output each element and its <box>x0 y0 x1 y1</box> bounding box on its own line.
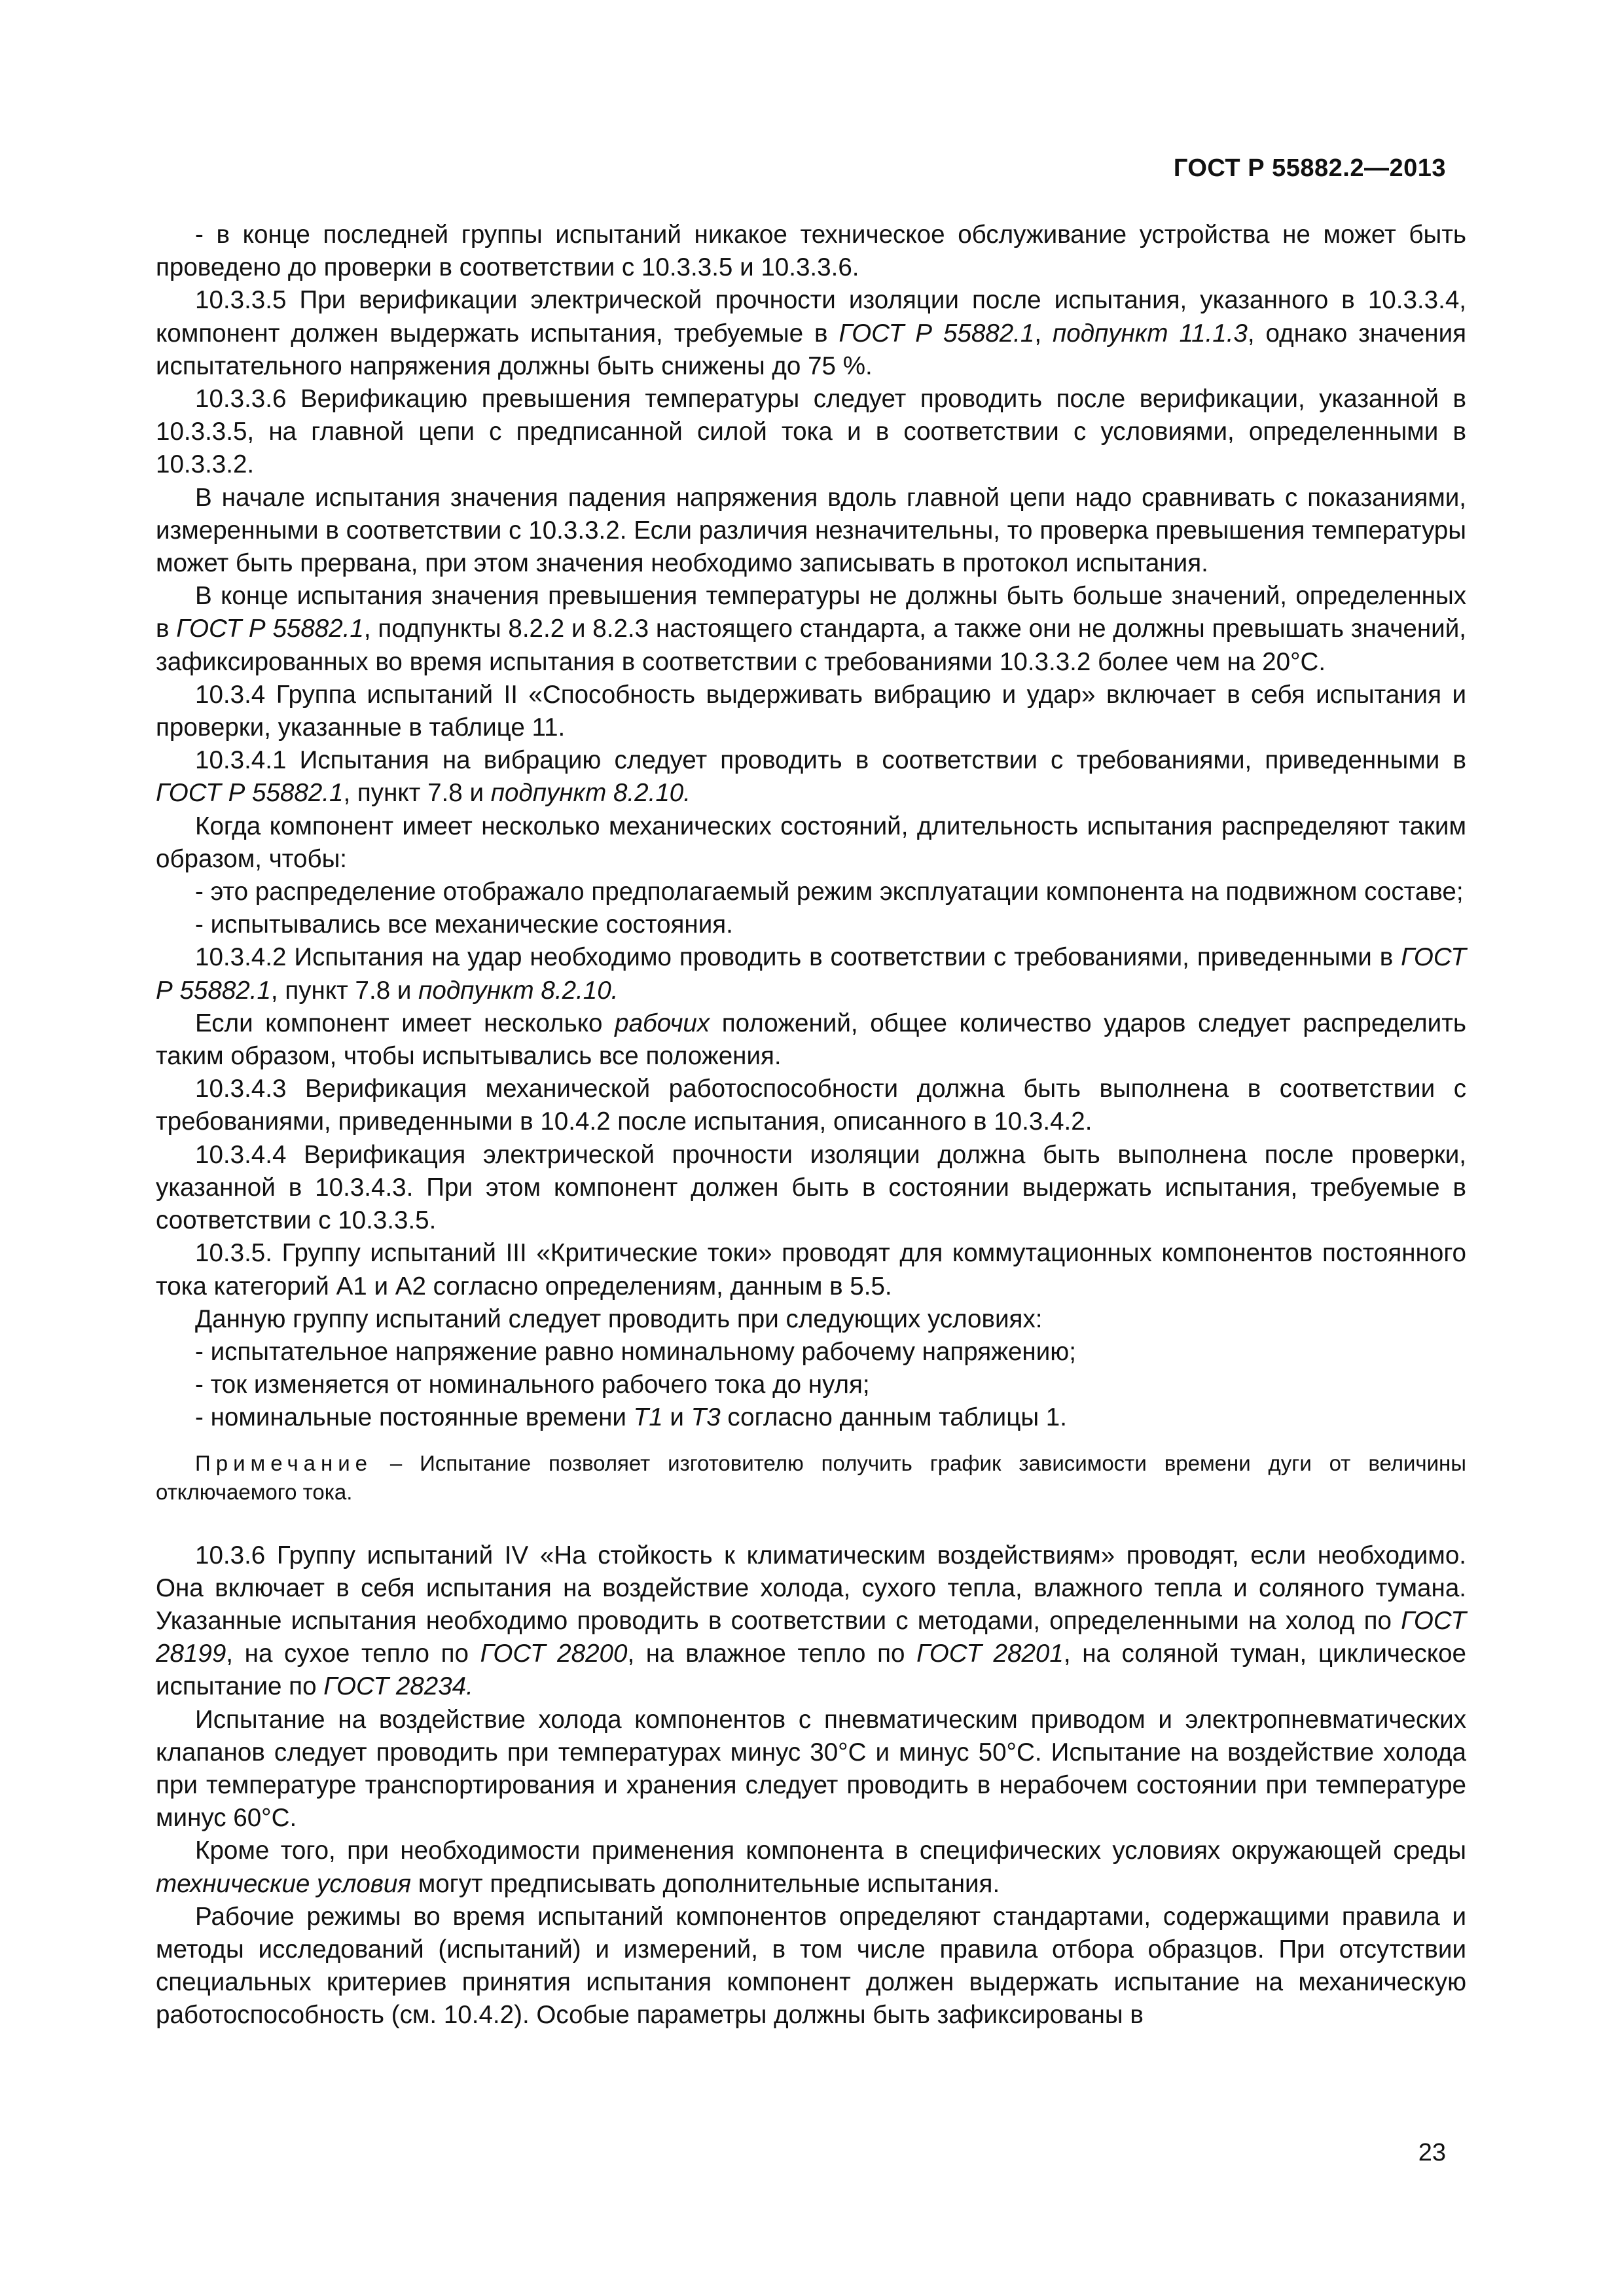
text-run: - это распределение отображало предполагаемый режим эксплуатации компонента на подвижном составе; <box>195 878 1464 906</box>
text-run: В начале испытания значения падения напряжения вдоль главной цепи надо сравнивать с показаниями, измеренными в соответствии с 10.3.3.2. Если различия незначительны, то проверка превышения температуры может быть прервана, при этом значения необходимо записывать в протокол испытания. <box>156 483 1466 578</box>
text-run: Когда компонент имеет несколько механических состояний, длительность испытания распределяют таким образом, чтобы: <box>156 812 1466 873</box>
italic-reference: ГОСТ 28200 <box>480 1640 628 1668</box>
document-body <box>156 219 1466 2032</box>
text-run: Испытание на воздействие холода компонентов с пневматическим приводом и электропневматических клапанов следует проводить при температурах минус 30°С и минус 50°С. Испытание на воздействие холода при температуре транспортирования и хранения следует проводить в нерабочем состоянии при температуре минус 60°С. <box>156 1705 1466 1833</box>
italic-reference: подпункт 8.2.10. <box>418 976 619 1005</box>
body-paragraph <box>156 1303 1466 1336</box>
list-item <box>156 908 1466 941</box>
text-run: , подпункты 8.2.2 и 8.2.3 настоящего стандарта, а также они не должны превышать значений, зафиксированных во время испытания в соответствии с требованиями 10.3.3.2 более чем на 20°С. <box>156 615 1466 676</box>
text-run: Если компонент имеет несколько <box>195 1009 615 1037</box>
body-paragraph <box>156 383 1466 482</box>
text-run: , на сухое тепло по <box>226 1640 480 1668</box>
body-paragraph <box>156 1835 1466 1900</box>
body-paragraph <box>156 1139 1466 1238</box>
text-run: Рабочие режимы во время испытаний компонентов определяют стандартами, содержащими правила и методы исследований (испытаний) и измерений, в том числе правила отбора образцов. При отсутствии специальных критериев принятия испытания компонент должен выдержать испытание на механическую работоспособность (см. 10.4.2). Особые параметры должны быть зафиксированы в <box>156 1902 1466 2030</box>
body-paragraph <box>156 941 1466 1007</box>
body-paragraph <box>156 1704 1466 1835</box>
document-header: ГОСТ Р 55882.2—2013 <box>1173 154 1446 182</box>
text-run: – Испытание позволяет изготовителю получить график зависимости времени дуги от величины отключаемого тока. <box>156 1450 1466 1504</box>
note-label: Примечание <box>195 1450 373 1475</box>
italic-reference: подпункт 11.1.3 <box>1053 319 1248 348</box>
text-run: 10.3.3.6 Верификацию превышения температуры следует проводить после верификации, указанной в 10.3.3.5, на главной цепи с предписанной силой тока и в соответствии с условиями, определенными в 10.3.3.2. <box>156 385 1466 479</box>
text-run: 10.3.4.1 Испытания на вибрацию следует проводить в соответствии с требованиями, приведенными в <box>195 746 1466 775</box>
italic-reference: Т3 <box>691 1403 721 1432</box>
list-item <box>156 1336 1466 1369</box>
text-run: согласно данным таблицы 1. <box>720 1403 1067 1432</box>
note-paragraph <box>156 1449 1466 1507</box>
text-run: , на соляной туман, циклическое испытание по <box>156 1640 1466 1701</box>
body-paragraph <box>156 1073 1466 1138</box>
italic-reference: ГОСТ 28201 <box>916 1640 1064 1668</box>
page-number: 23 <box>1418 2139 1446 2166</box>
italic-reference: рабочих <box>615 1009 710 1037</box>
italic-reference: ГОСТ Р 55882.1 <box>156 779 344 808</box>
list-item <box>156 1369 1466 1401</box>
body-paragraph <box>156 1539 1466 1704</box>
text-run: - испытательное напряжение равно номинальному рабочему напряжению; <box>195 1337 1076 1366</box>
text-run: и <box>662 1403 691 1432</box>
italic-reference: подпункт 8.2.10. <box>490 779 691 808</box>
text-run: 10.3.5. Группу испытаний III «Критические токи» проводят для коммутационных компонентов постоянного тока категорий А1 и А2 согласно определениям, данным в 5.5. <box>156 1239 1466 1300</box>
body-paragraph <box>156 284 1466 383</box>
body-paragraph <box>156 1237 1466 1302</box>
text-run: могут предписывать дополнительные испытания. <box>410 1869 1000 1898</box>
italic-reference: ГОСТ 28199 <box>156 1606 1466 1668</box>
text-run: , <box>1034 319 1053 348</box>
text-run: , на влажное тепло по <box>627 1640 917 1668</box>
italic-reference: ГОСТ 28234. <box>323 1672 473 1701</box>
body-paragraph <box>156 580 1466 679</box>
list-item <box>156 219 1466 284</box>
body-paragraph <box>156 1007 1466 1073</box>
text-run: 10.3.4.3 Верификация механической работоспособности должна быть выполнена в соответствии с требованиями, приведенными в 10.4.2 после испытания, описанного в 10.3.4.2. <box>156 1075 1466 1136</box>
text-run: - испытывались все механические состояния. <box>195 910 733 939</box>
text-run: , пункт 7.8 и <box>343 779 491 808</box>
italic-reference: технические условия <box>156 1869 411 1898</box>
text-run: 10.3.4 Группа испытаний II «Способность выдерживать вибрацию и удар» включает в себя испытания и проверки, указанные в таблице 11. <box>156 680 1466 742</box>
text-run: 10.3.4.4 Верификация электрической прочности изоляции должна быть выполнена после проверки, указанной в 10.3.4.3. При этом компонент должен быть в состоянии выдержать испытания, требуемые в соответствии с 10.3.3.5. <box>156 1140 1466 1235</box>
italic-reference: ГОСТ Р 55882.1 <box>176 615 364 643</box>
text-run: , однако значения испытательного напряжения должны быть снижены до 75 %. <box>156 319 1467 380</box>
body-paragraph <box>156 744 1466 810</box>
italic-reference: ГОСТ Р 55882.1 <box>839 319 1035 348</box>
body-paragraph <box>156 810 1466 876</box>
body-paragraph <box>156 679 1466 744</box>
text-run: В конце испытания значения превышения температуры не должны быть больше значений, определенных в <box>156 582 1466 643</box>
text-run: - в конце последней группы испытаний никакое техническое обслуживание устройства не может быть проведено до проверки в соответствии с 10.3.3.5 и 10.3.3.6. <box>156 221 1466 282</box>
text-run: - ток изменяется от номинального рабочего тока до нуля; <box>195 1371 870 1399</box>
text-run: - номинальные постоянные времени <box>195 1403 634 1432</box>
body-paragraph <box>156 1901 1466 2032</box>
text-run: , пункт 7.8 и <box>270 976 419 1005</box>
text-run: положений, общее количество ударов следует распределить таким образом, чтобы испытывались все положения. <box>156 1009 1466 1071</box>
text-run: 10.3.3.5 При верификации электрической прочности изоляции после испытания, указанного в 10.3.3.4, компонент должен выдержать испытания, требуемые в <box>156 286 1466 348</box>
text-run: Данную группу испытаний следует проводить при следующих условиях: <box>195 1304 1043 1333</box>
italic-reference: ГОСТ Р 55882.1 <box>156 943 1466 1005</box>
text-run: 10.3.6 Группу испытаний IV «На стойкость к климатическим воздействиям» проводят, если необходимо. Она включает в себя испытания на воздействие холода, сухого тепла, влажного тепла и соляного тумана. Указанные испытания необходимо проводить в соответствии с методами, определенными на холод по <box>156 1541 1466 1635</box>
list-item <box>156 1401 1466 1434</box>
list-item <box>156 876 1466 908</box>
text-run: Кроме того, при необходимости применения компонента в специфических условиях окружающей среды <box>195 1837 1466 1865</box>
body-paragraph <box>156 482 1466 581</box>
text-run: 10.3.4.2 Испытания на удар необходимо проводить в соответствии с требованиями, приведенными в <box>195 943 1401 972</box>
italic-reference: Т1 <box>633 1403 663 1432</box>
